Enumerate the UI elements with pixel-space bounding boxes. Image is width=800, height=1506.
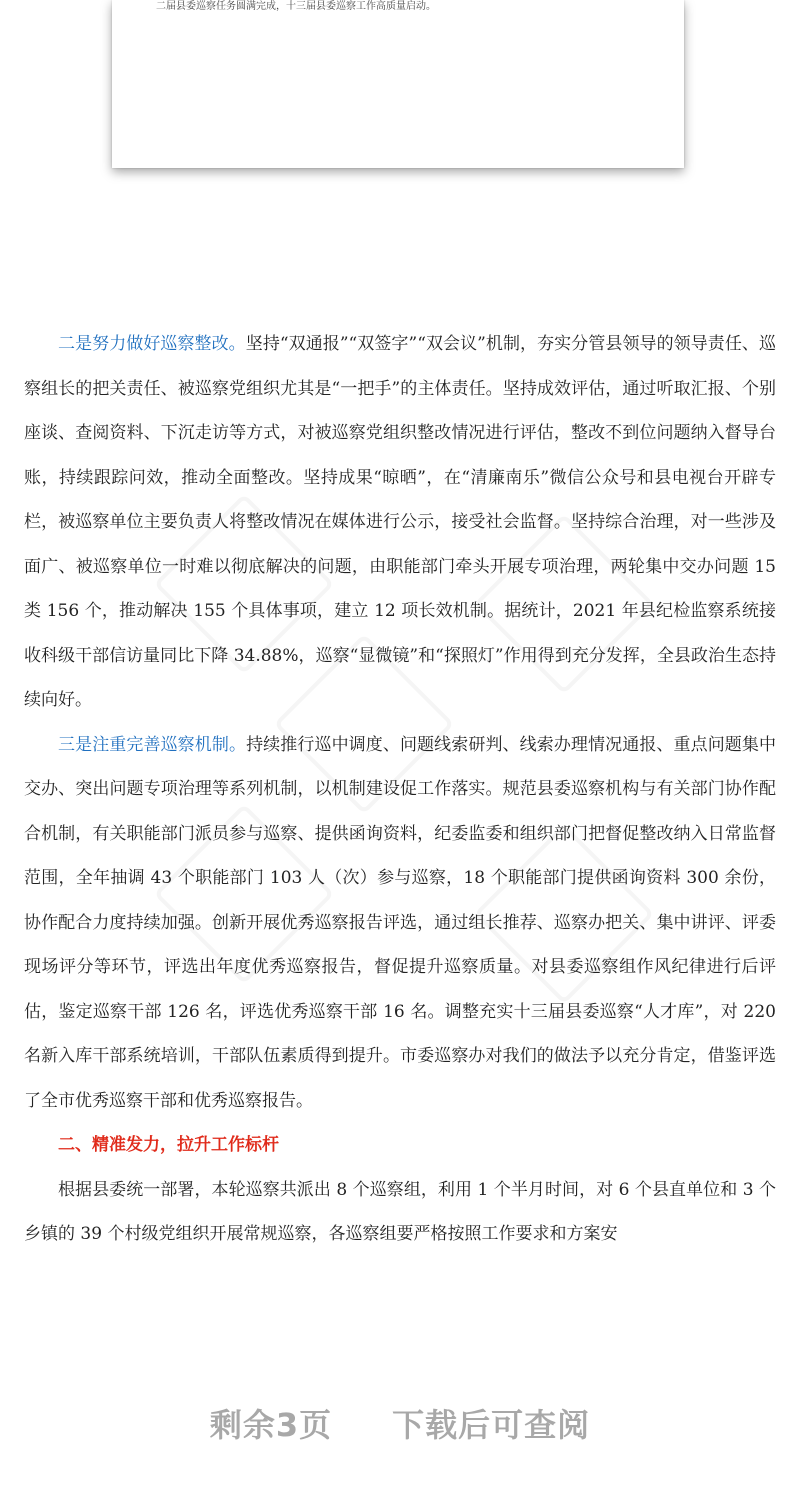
paragraph-mechanism	[24, 723, 776, 1124]
paragraph-text: 根据县委统一部署，本轮巡察共派出 8 个巡察组，利用 1 个半月时间，对 6 个县直单位和 3 个乡镇的 39 个村级党组织开展常规巡察，各巡察组要严格按照工作要求和方案安	[24, 1179, 776, 1244]
paragraph-deployment	[24, 1168, 776, 1257]
section-heading: 二、精准发力，拉升工作标杆	[58, 1135, 279, 1155]
download-to-view-label: 下载后可查阅	[392, 1406, 591, 1444]
previous-page-preview	[112, 0, 684, 168]
document-body	[24, 322, 776, 1257]
paragraph-text: 持续推行巡中调度、问题线索研判、线索办理情况通报、重点问题集中交办、突出问题专项治理等系列机制，以机制建设促工作落实。规范县委巡察机构与有关部门协作配合机制，有关职能部门派员参与巡察、提供函询资料，纪委监委和组织部门把督促整改纳入日常监督范围，全年抽调 43 个职能部门 103 人（次）参与巡察，18 个职能部门提供函询资料 300 余份，协作配合力度持续加强。创新开展优秀巡察报告评选，通过组长推荐、巡察办把关、集中讲评、评委现场评分等环节，评选出年度优秀巡察报告，督促提升巡察质量。对县委巡察组作风纪律进行后评估，鉴定巡察干部 126 名，评选优秀巡察干部 16 名。调整充实十三届县委巡察“人才库”，对 220 名新入库干部系统培训，干部队伍素质得到提升。市委巡察办对我们的做法予以充分肯定，借鉴评选了全市优秀巡察干部和优秀巡察报告。	[24, 734, 777, 1111]
download-prompt[interactable]	[0, 1400, 800, 1446]
paragraph-rectification	[24, 322, 776, 723]
paragraph-lead: 三是注重完善巡察机制。	[58, 734, 247, 755]
paragraph-text: 坚持“双通报”“双签字”“双会议”机制，夯实分管县领导的领导责任、巡察组长的把关责任、被巡察党组织尤其是“一把手”的主体责任。坚持成效评估，通过听取汇报、个别座谈、查阅资料、下沉走访等方式，对被巡察党组织整改情况进行评估，整改不到位问题纳入督导台账，持续跟踪问效，推动全面整改。坚持成果“晾晒”，在“清廉南乐”微信公众号和县电视台开辟专栏，被巡察单位主要负责人将整改情况在媒体进行公示，接受社会监督。坚持综合治理，对一些涉及面广、被巡察单位一时难以彻底解决的问题，由职能部门牵头开展专项治理，两轮集中交办问题 15 类 156 个，推动解决 155 个具体事项，建立 12 项长效机制。据统计，2021 年县纪检监察系统接收科级干部信访量同比下降 34.88%，巡察“显微镜”和“探照灯”作用得到充分发挥，全县政治生态持续向好。	[24, 334, 776, 710]
remaining-pages-label: 剩余3页	[209, 1406, 333, 1444]
previous-page-text: 二届县委巡察任务圆满完成，十三届县委巡察工作高质量启动。	[156, 1, 436, 12]
paragraph-lead: 二是努力做好巡察整改。	[58, 334, 246, 354]
